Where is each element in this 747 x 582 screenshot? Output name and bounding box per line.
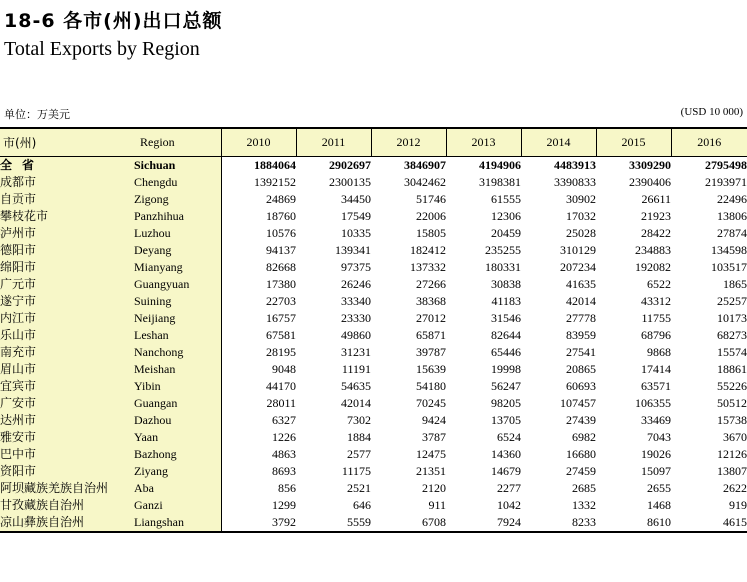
value-cell: 11175 — [341, 463, 371, 478]
region-name-cn: 阿坝藏族羌族自治州 — [0, 480, 134, 497]
value-cell: 13807 — [717, 463, 747, 478]
value-cell: 1468 — [647, 497, 671, 512]
region-name-en: Ziyang — [134, 463, 221, 480]
table-row — [0, 344, 747, 361]
region-name-en: Deyang — [134, 242, 221, 259]
region-name-en: Neijiang — [134, 310, 221, 327]
value-cell: 180331 — [485, 259, 521, 274]
region-name-en: Guangyuan — [134, 276, 221, 293]
region-name-en: Guangan — [134, 395, 221, 412]
value-cell: 2193971 — [705, 174, 747, 189]
value-cell: 9868 — [647, 344, 671, 359]
table-row — [0, 395, 747, 412]
region-name-cn: 全省 — [0, 156, 134, 174]
value-cell: 39787 — [416, 344, 446, 359]
value-cell: 6522 — [647, 276, 671, 291]
value-cell: 9048 — [272, 361, 296, 376]
table-row — [0, 242, 747, 259]
value-cell: 8610 — [596, 514, 671, 532]
table-row — [0, 327, 747, 344]
value-cell: 97375 — [341, 259, 371, 274]
table-row — [0, 463, 747, 480]
value-cell: 26611 — [641, 191, 671, 206]
table-row — [0, 480, 747, 497]
region-name-cn: 德阳市 — [0, 242, 134, 259]
value-cell: 38368 — [416, 293, 446, 308]
value-cell: 3390833 — [554, 174, 596, 189]
value-cell: 27541 — [566, 344, 596, 359]
value-cell: 17414 — [641, 361, 671, 376]
value-cell: 27439 — [566, 412, 596, 427]
value-cell: 54635 — [341, 378, 371, 393]
region-name-cn: 攀枝花市 — [0, 208, 134, 225]
value-cell: 3670 — [723, 429, 747, 444]
region-name-cn: 乐山市 — [0, 327, 134, 344]
region-name-cn: 宜宾市 — [0, 378, 134, 395]
value-cell: 56247 — [491, 378, 521, 393]
value-cell: 13705 — [491, 412, 521, 427]
value-cell: 134598 — [711, 242, 747, 257]
value-cell: 20459 — [491, 225, 521, 240]
region-name-en: Aba — [134, 480, 221, 497]
value-cell: 17032 — [566, 208, 596, 223]
value-cell: 82644 — [491, 327, 521, 342]
value-cell: 10576 — [266, 225, 296, 240]
value-cell: 42014 — [566, 293, 596, 308]
value-cell: 68796 — [641, 327, 671, 342]
value-cell: 18760 — [266, 208, 296, 223]
value-cell: 3787 — [422, 429, 446, 444]
exports-table — [0, 127, 747, 533]
value-cell: 34450 — [341, 191, 371, 206]
value-cell: 16680 — [566, 446, 596, 461]
region-name-en: Mianyang — [134, 259, 221, 276]
value-cell: 2685 — [572, 480, 596, 495]
value-cell: 21923 — [641, 208, 671, 223]
value-cell: 22703 — [266, 293, 296, 308]
value-cell: 106355 — [635, 395, 671, 410]
header-year: 2011 — [296, 128, 371, 156]
value-cell: 192082 — [635, 259, 671, 274]
table-row — [0, 191, 747, 208]
value-cell: 310129 — [560, 242, 596, 257]
value-cell: 4194906 — [479, 157, 521, 172]
unit-label-chinese: 单位：万美元 — [4, 108, 70, 121]
value-cell: 55226 — [717, 378, 747, 393]
value-cell: 42014 — [341, 395, 371, 410]
region-name-en: Sichuan — [134, 156, 221, 174]
value-cell: 103517 — [711, 259, 747, 274]
value-cell: 19998 — [491, 361, 521, 376]
region-name-en: Bazhong — [134, 446, 221, 463]
region-name-cn: 成都市 — [0, 174, 134, 191]
value-cell: 65871 — [416, 327, 446, 342]
value-cell: 27266 — [416, 276, 446, 291]
region-name-en: Leshan — [134, 327, 221, 344]
title-chinese: 18-6 各市(州)出口总额 — [4, 10, 223, 32]
region-name-cn: 南充市 — [0, 344, 134, 361]
value-cell: 31546 — [491, 310, 521, 325]
table-row — [0, 208, 747, 225]
value-cell: 2277 — [497, 480, 521, 495]
region-name-en: Dazhou — [134, 412, 221, 429]
region-name-en: Yibin — [134, 378, 221, 395]
value-cell: 6708 — [371, 514, 446, 532]
header-year: 2015 — [596, 128, 671, 156]
value-cell: 63571 — [641, 378, 671, 393]
value-cell: 15574 — [717, 344, 747, 359]
region-name-en: Zigong — [134, 191, 221, 208]
value-cell: 4863 — [272, 446, 296, 461]
value-cell: 10335 — [341, 225, 371, 240]
value-cell: 27012 — [416, 310, 446, 325]
table-row — [0, 259, 747, 276]
header-region-en: Region — [134, 128, 221, 156]
value-cell: 18861 — [717, 361, 747, 376]
value-cell: 20865 — [566, 361, 596, 376]
value-cell: 6524 — [497, 429, 521, 444]
region-name-cn: 巴中市 — [0, 446, 134, 463]
value-cell: 919 — [729, 497, 747, 512]
value-cell: 13806 — [717, 208, 747, 223]
value-cell: 68273 — [717, 327, 747, 342]
table-row-total — [0, 156, 747, 174]
table-row — [0, 514, 747, 532]
value-cell: 22006 — [416, 208, 446, 223]
value-cell: 27778 — [566, 310, 596, 325]
value-cell: 11191 — [341, 361, 371, 376]
value-cell: 30902 — [566, 191, 596, 206]
table-row — [0, 225, 747, 242]
header-year: 2012 — [371, 128, 446, 156]
value-cell: 11755 — [641, 310, 671, 325]
value-cell: 27459 — [566, 463, 596, 478]
value-cell: 2577 — [347, 446, 371, 461]
region-name-en: Liangshan — [134, 514, 221, 532]
value-cell: 19026 — [641, 446, 671, 461]
value-cell: 15805 — [416, 225, 446, 240]
value-cell: 31231 — [341, 344, 371, 359]
region-name-cn: 内江市 — [0, 310, 134, 327]
value-cell: 139341 — [335, 242, 371, 257]
value-cell: 234883 — [635, 242, 671, 257]
value-cell: 30838 — [491, 276, 521, 291]
header-year: 2010 — [221, 128, 296, 156]
value-cell: 27874 — [717, 225, 747, 240]
value-cell: 207234 — [560, 259, 596, 274]
value-cell: 4615 — [671, 514, 747, 532]
region-name-cn: 凉山彝族自治州 — [0, 514, 134, 532]
region-name-cn: 自贡市 — [0, 191, 134, 208]
value-cell: 137332 — [410, 259, 446, 274]
region-name-cn: 广安市 — [0, 395, 134, 412]
value-cell: 6982 — [572, 429, 596, 444]
region-name-cn: 资阳市 — [0, 463, 134, 480]
value-cell: 5559 — [296, 514, 371, 532]
value-cell: 82668 — [266, 259, 296, 274]
value-cell: 1884064 — [254, 157, 296, 172]
value-cell: 3792 — [221, 514, 296, 532]
value-cell: 235255 — [485, 242, 521, 257]
value-cell: 33340 — [341, 293, 371, 308]
table-row — [0, 412, 747, 429]
header-year: 2014 — [521, 128, 596, 156]
value-cell: 12306 — [491, 208, 521, 223]
value-cell: 2521 — [347, 480, 371, 495]
header-row — [0, 128, 747, 156]
region-name-en: Suining — [134, 293, 221, 310]
value-cell: 14679 — [491, 463, 521, 478]
value-cell: 3198381 — [479, 174, 521, 189]
value-cell: 1042 — [497, 497, 521, 512]
value-cell: 2795498 — [705, 157, 747, 172]
region-name-cn: 广元市 — [0, 276, 134, 293]
value-cell: 15639 — [416, 361, 446, 376]
value-cell: 7043 — [647, 429, 671, 444]
value-cell: 25028 — [566, 225, 596, 240]
unit-label-english: (USD 10 000) — [680, 106, 743, 118]
value-cell: 3309290 — [629, 157, 671, 172]
value-cell: 15097 — [641, 463, 671, 478]
value-cell: 1392152 — [254, 174, 296, 189]
region-name-cn: 雅安市 — [0, 429, 134, 446]
value-cell: 1332 — [572, 497, 596, 512]
value-cell: 70245 — [416, 395, 446, 410]
value-cell: 21351 — [416, 463, 446, 478]
region-name-cn: 绵阳市 — [0, 259, 134, 276]
header-region-cn: 市(州) — [0, 128, 134, 156]
value-cell: 98205 — [491, 395, 521, 410]
value-cell: 28195 — [266, 344, 296, 359]
value-cell: 49860 — [341, 327, 371, 342]
value-cell: 1884 — [347, 429, 371, 444]
value-cell: 14360 — [491, 446, 521, 461]
region-name-en: Yaan — [134, 429, 221, 446]
value-cell: 6327 — [272, 412, 296, 427]
table-row — [0, 429, 747, 446]
value-cell: 3042462 — [404, 174, 446, 189]
value-cell: 28011 — [266, 395, 296, 410]
value-cell: 2902697 — [329, 157, 371, 172]
region-name-cn: 遂宁市 — [0, 293, 134, 310]
value-cell: 10173 — [717, 310, 747, 325]
value-cell: 12475 — [416, 446, 446, 461]
table-row — [0, 276, 747, 293]
value-cell: 28422 — [641, 225, 671, 240]
value-cell: 8233 — [521, 514, 596, 532]
value-cell: 911 — [428, 497, 446, 512]
value-cell: 4483913 — [554, 157, 596, 172]
value-cell: 8693 — [272, 463, 296, 478]
value-cell: 41635 — [566, 276, 596, 291]
value-cell: 2622 — [723, 480, 747, 495]
value-cell: 2390406 — [629, 174, 671, 189]
value-cell: 60693 — [566, 378, 596, 393]
region-name-cn: 泸州市 — [0, 225, 134, 242]
table-row — [0, 293, 747, 310]
table-row — [0, 174, 747, 191]
value-cell: 2300135 — [329, 174, 371, 189]
region-name-en: Luzhou — [134, 225, 221, 242]
value-cell: 17549 — [341, 208, 371, 223]
value-cell: 23330 — [341, 310, 371, 325]
value-cell: 15738 — [717, 412, 747, 427]
value-cell: 94137 — [266, 242, 296, 257]
region-name-en: Chengdu — [134, 174, 221, 191]
region-name-en: Panzhihua — [134, 208, 221, 225]
value-cell: 41183 — [491, 293, 521, 308]
value-cell: 61555 — [491, 191, 521, 206]
value-cell: 25257 — [717, 293, 747, 308]
value-cell: 3846907 — [404, 157, 446, 172]
value-cell: 67581 — [266, 327, 296, 342]
region-name-cn: 眉山市 — [0, 361, 134, 378]
table-row — [0, 378, 747, 395]
value-cell: 22496 — [717, 191, 747, 206]
value-cell: 107457 — [560, 395, 596, 410]
value-cell: 182412 — [410, 242, 446, 257]
value-cell: 7924 — [446, 514, 521, 532]
table-row — [0, 497, 747, 514]
title-english: Total Exports by Region — [4, 38, 200, 60]
value-cell: 50512 — [717, 395, 747, 410]
value-cell: 51746 — [416, 191, 446, 206]
region-name-en: Ganzi — [134, 497, 221, 514]
region-name-en: Nanchong — [134, 344, 221, 361]
value-cell: 9424 — [422, 412, 446, 427]
value-cell: 65446 — [491, 344, 521, 359]
table-row — [0, 361, 747, 378]
value-cell: 646 — [353, 497, 371, 512]
value-cell: 1865 — [723, 276, 747, 291]
value-cell: 7302 — [347, 412, 371, 427]
value-cell: 54180 — [416, 378, 446, 393]
header-year: 2016 — [671, 128, 747, 156]
region-name-cn: 达州市 — [0, 412, 134, 429]
value-cell: 856 — [278, 480, 296, 495]
region-name-en: Meishan — [134, 361, 221, 378]
value-cell: 33469 — [641, 412, 671, 427]
value-cell: 1226 — [272, 429, 296, 444]
header-year: 2013 — [446, 128, 521, 156]
value-cell: 17380 — [266, 276, 296, 291]
value-cell: 26246 — [341, 276, 371, 291]
table-body — [0, 156, 747, 532]
value-cell: 43312 — [641, 293, 671, 308]
value-cell: 2655 — [647, 480, 671, 495]
value-cell: 44170 — [266, 378, 296, 393]
value-cell: 1299 — [272, 497, 296, 512]
value-cell: 24869 — [266, 191, 296, 206]
region-name-cn: 甘孜藏族自治州 — [0, 497, 134, 514]
table-row — [0, 310, 747, 327]
value-cell: 83959 — [566, 327, 596, 342]
value-cell: 16757 — [266, 310, 296, 325]
value-cell: 12126 — [717, 446, 747, 461]
table-row — [0, 446, 747, 463]
value-cell: 2120 — [422, 480, 446, 495]
